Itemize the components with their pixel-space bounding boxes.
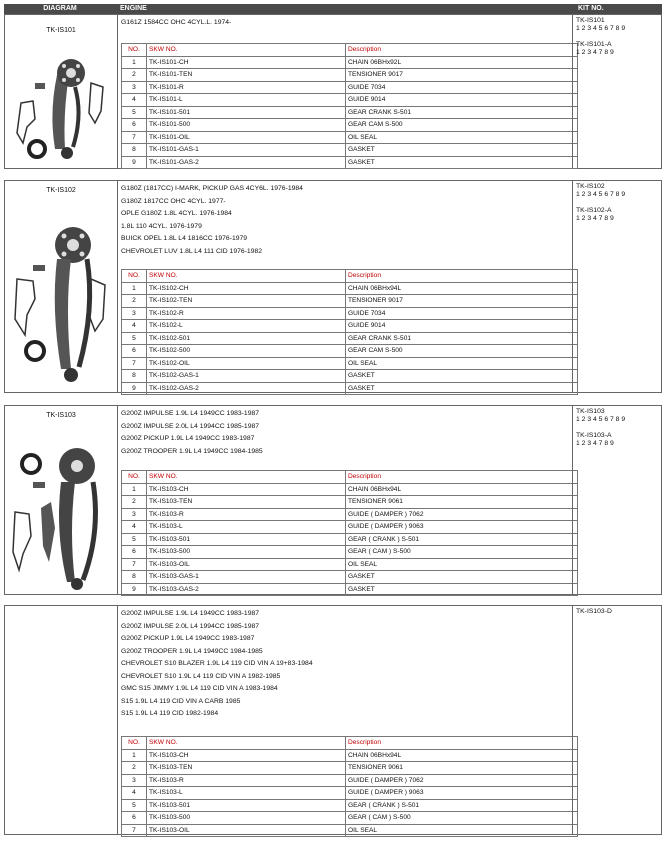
header-diagram: DIAGRAM <box>43 5 77 12</box>
cell-no: 9 <box>122 583 147 596</box>
cell-desc: GEAR CRANK S-501 <box>346 332 578 345</box>
cell-skw: TK-IS101-501 <box>147 106 346 119</box>
engine-list <box>121 183 303 258</box>
kit-number: TK-IS101 <box>576 17 605 24</box>
kit-list <box>576 408 625 448</box>
cell-desc: GUIDE ( DAMPER ) 7062 <box>346 774 578 787</box>
cell-no: 5 <box>122 799 147 812</box>
col-no: NO. <box>122 471 147 484</box>
cell-desc: GUIDE ( DAMPER ) 7062 <box>346 508 578 521</box>
cell-no: 2 <box>122 69 147 82</box>
table-row <box>122 307 578 320</box>
cell-desc: GUIDE 9014 <box>346 320 578 333</box>
catalog-block-tk-is103 <box>4 405 662 595</box>
cell-desc: OIL SEAL <box>346 824 578 837</box>
table-row <box>122 546 578 559</box>
kit-cell <box>572 181 661 392</box>
cell-desc: GEAR ( CRANK ) S-501 <box>346 533 578 546</box>
engine-line: G200Z IMPULSE 2.0L L4 1994CC 1985-1987 <box>121 422 260 430</box>
cell-skw: TK-IS103-OIL <box>147 558 346 571</box>
col-no: NO. <box>122 737 147 750</box>
cell-desc: TENSIONER 9017 <box>346 295 578 308</box>
timing-kit-diagram <box>11 442 111 592</box>
cell-desc: GEAR ( CAM ) S-500 <box>346 546 578 559</box>
catalog-block-tk-is101 <box>4 14 662 169</box>
cell-skw: TK-IS102-GAS-1 <box>147 370 346 383</box>
cell-skw: TK-IS103-CH <box>147 483 346 496</box>
table-row <box>122 131 578 144</box>
cell-skw: TK-IS103-501 <box>147 799 346 812</box>
engine-line: 1.8L 110 4CYL. 1976-1979 <box>121 222 202 230</box>
col-skw: SKW NO. <box>147 737 346 750</box>
table-row <box>122 382 578 395</box>
table-row <box>122 787 578 800</box>
engine-line: G200Z IMPULSE 1.9L L4 1949CC 1983-1987 <box>121 610 260 617</box>
diagram-cell <box>5 406 118 594</box>
cell-desc: TENSIONER 9061 <box>346 762 578 775</box>
engine-line: G200Z TROOPER 1.9L L4 1949CC 1984-1985 <box>121 447 263 455</box>
cell-skw: TK-IS103-OIL <box>147 824 346 837</box>
kit-items: 1 2 3 4 7 8 9 <box>576 49 614 56</box>
table-row <box>122 812 578 825</box>
kit-number: TK-IS102-A <box>576 207 612 214</box>
col-skw: SKW NO. <box>147 44 346 57</box>
catalog-block-tk-is102 <box>4 180 662 393</box>
col-skw: SKW NO. <box>147 270 346 283</box>
cell-skw: TK-IS103-500 <box>147 546 346 559</box>
table-header-row <box>122 44 578 57</box>
cell-skw: TK-IS102-GAS-2 <box>147 382 346 395</box>
diagram-label: TK-IS102 <box>46 187 76 194</box>
cell-no: 9 <box>122 156 147 169</box>
cell-desc: GEAR CAM S-500 <box>346 119 578 132</box>
engine-line: OPLE G180Z 1.8L 4CYL. 1976-1984 <box>121 210 232 217</box>
engine-line: G200Z TROOPER 1.9L L4 1949CC 1984-1985 <box>121 647 263 655</box>
parts-table <box>121 43 578 169</box>
table-row <box>122 483 578 496</box>
table-row <box>122 81 578 94</box>
engine-line: G200Z IMPULSE 1.9L L4 1949CC 1983-1987 <box>121 410 260 417</box>
cell-no: 3 <box>122 508 147 521</box>
cell-no: 1 <box>122 749 147 762</box>
engine-line: S15 1.9L L4 119 CID VIN A CARB 1985 <box>121 697 241 705</box>
table-row <box>122 762 578 775</box>
table-row <box>122 824 578 837</box>
catalog-block-tk-is103-d <box>4 605 662 835</box>
cell-skw: TK-IS101-OIL <box>147 131 346 144</box>
table-header-row <box>122 270 578 283</box>
kit-number: TK-IS103-D <box>576 608 612 615</box>
cell-skw: TK-IS101-GAS-2 <box>147 156 346 169</box>
kit-gap <box>576 199 625 207</box>
kit-number: TK-IS102 <box>576 183 605 190</box>
cell-no: 4 <box>122 787 147 800</box>
cell-no: 8 <box>122 571 147 584</box>
table-row <box>122 119 578 132</box>
cell-no: 2 <box>122 496 147 509</box>
table-row <box>122 533 578 546</box>
cell-desc: GEAR CAM S-500 <box>346 345 578 358</box>
diagram-cell <box>5 15 118 168</box>
cell-no: 6 <box>122 546 147 559</box>
cell-skw: TK-IS103-L <box>147 787 346 800</box>
parts-table <box>121 470 578 596</box>
table-row <box>122 583 578 596</box>
col-desc: Description <box>346 737 578 750</box>
kit-items: 1 2 3 4 5 6 7 8 9 <box>576 416 626 423</box>
cell-no: 2 <box>122 762 147 775</box>
col-desc: Description <box>346 471 578 484</box>
cell-skw: TK-IS103-501 <box>147 533 346 546</box>
table-row <box>122 799 578 812</box>
cell-desc: CHAIN 06BHx94L <box>346 749 578 762</box>
cell-skw: TK-IS102-OIL <box>147 357 346 370</box>
kit-gap <box>576 33 625 41</box>
cell-skw: TK-IS102-L <box>147 320 346 333</box>
cell-skw: TK-IS103-R <box>147 508 346 521</box>
cell-skw: TK-IS101-500 <box>147 119 346 132</box>
kit-items: 1 2 3 4 7 8 9 <box>576 215 614 222</box>
cell-skw: TK-IS102-TEN <box>147 295 346 308</box>
engine-list <box>121 17 231 30</box>
cell-desc: GASKET <box>346 144 578 157</box>
kit-number: TK-IS101-A <box>576 41 612 48</box>
diagram-cell <box>5 606 118 834</box>
header-engine: ENGINE <box>120 5 147 12</box>
cell-desc: CHAIN 06BHx92L <box>346 56 578 69</box>
cell-desc: GUIDE ( DAMPER ) 9063 <box>346 787 578 800</box>
kit-number: TK-IS103-A <box>576 432 612 439</box>
table-row <box>122 144 578 157</box>
cell-skw: TK-IS101-L <box>147 94 346 107</box>
table-row <box>122 282 578 295</box>
cell-no: 4 <box>122 521 147 534</box>
kit-cell <box>572 15 661 168</box>
kit-number: TK-IS103 <box>576 408 605 415</box>
table-header-row <box>122 471 578 484</box>
cell-desc: GUIDE ( DAMPER ) 9063 <box>346 521 578 534</box>
kit-cell <box>572 406 661 594</box>
cell-skw: TK-IS102-500 <box>147 345 346 358</box>
col-desc: Description <box>346 44 578 57</box>
engine-line: S15 1.9L L4 119 CID 1982-1984 <box>121 710 219 717</box>
engine-list <box>121 608 313 721</box>
engine-line: G200Z PICKUP 1.9L L4 1949CC 1983-1987 <box>121 635 255 642</box>
cell-no: 6 <box>122 812 147 825</box>
cell-no: 3 <box>122 307 147 320</box>
cell-no: 2 <box>122 295 147 308</box>
cell-no: 5 <box>122 106 147 119</box>
kit-items: 1 2 3 4 5 6 7 8 9 <box>576 191 626 198</box>
header-kit-no: KIT NO. <box>578 5 604 12</box>
col-desc: Description <box>346 270 578 283</box>
table-header-bar <box>4 4 662 14</box>
cell-desc: TENSIONER 9061 <box>346 496 578 509</box>
table-row <box>122 774 578 787</box>
cell-desc: GEAR ( CAM ) S-500 <box>346 812 578 825</box>
engine-line: CHEVROLET S10 1.9L L4 119 CID VIN A 1982-1985 <box>121 672 281 680</box>
cell-no: 7 <box>122 824 147 837</box>
table-row <box>122 558 578 571</box>
cell-no: 8 <box>122 144 147 157</box>
cell-skw: TK-IS103-R <box>147 774 346 787</box>
cell-skw: TK-IS103-GAS-2 <box>147 583 346 596</box>
engine-line: G180Z (1817CC) I-MARK, PICKUP GAS 4CY6L. 1976-1984 <box>121 185 303 192</box>
col-no: NO. <box>122 44 147 57</box>
table-row <box>122 345 578 358</box>
table-row <box>122 56 578 69</box>
cell-no: 3 <box>122 81 147 94</box>
table-row <box>122 357 578 370</box>
cell-desc: GASKET <box>346 382 578 395</box>
engine-line: G200Z IMPULSE 2.0L L4 1994CC 1985-1987 <box>121 622 260 630</box>
table-row <box>122 106 578 119</box>
cell-skw: TK-IS103-CH <box>147 749 346 762</box>
cell-desc: GASKET <box>346 571 578 584</box>
table-row <box>122 156 578 169</box>
table-header-row <box>122 737 578 750</box>
table-row <box>122 94 578 107</box>
diagram-label: TK-IS103 <box>46 412 76 419</box>
cell-skw: TK-IS101-TEN <box>147 69 346 82</box>
cell-no: 6 <box>122 345 147 358</box>
cell-no: 1 <box>122 483 147 496</box>
table-row <box>122 370 578 383</box>
cell-skw: TK-IS103-L <box>147 521 346 534</box>
cell-desc: CHAIN 06BHx94L <box>346 282 578 295</box>
cell-desc: GEAR CRANK S-501 <box>346 106 578 119</box>
cell-skw: TK-IS101-GAS-1 <box>147 144 346 157</box>
kit-list <box>576 608 612 616</box>
engine-line: G161Z 1584CC OHC 4CYL.L. 1974- <box>121 19 232 26</box>
cell-desc: GUIDE 7034 <box>346 307 578 320</box>
cell-desc: GASKET <box>346 156 578 169</box>
cell-desc: GUIDE 7034 <box>346 81 578 94</box>
cell-desc: GASKET <box>346 583 578 596</box>
cell-desc: TENSIONER 9017 <box>346 69 578 82</box>
table-row <box>122 320 578 333</box>
cell-desc: CHAIN 06BHx94L <box>346 483 578 496</box>
table-row <box>122 295 578 308</box>
diagram-cell <box>5 181 118 392</box>
engine-line: G180Z 1817CC OHC 4CYL. 1977- <box>121 197 226 205</box>
timing-kit-diagram <box>11 53 111 165</box>
cell-desc: GASKET <box>346 370 578 383</box>
timing-kit-diagram <box>11 219 111 389</box>
cell-desc: OIL SEAL <box>346 131 578 144</box>
table-row <box>122 496 578 509</box>
cell-no: 1 <box>122 282 147 295</box>
cell-skw: TK-IS103-TEN <box>147 496 346 509</box>
cell-desc: GEAR ( CRANK ) S-501 <box>346 799 578 812</box>
cell-skw: TK-IS103-TEN <box>147 762 346 775</box>
table-row <box>122 749 578 762</box>
cell-no: 4 <box>122 320 147 333</box>
engine-line: CHEVROLET S10 BLAZER 1.9L L4 119 CID VIN A 19+83-1984 <box>121 660 313 667</box>
cell-no: 7 <box>122 357 147 370</box>
cell-desc: OIL SEAL <box>346 558 578 571</box>
cell-desc: GUIDE 9014 <box>346 94 578 107</box>
cell-no: 1 <box>122 56 147 69</box>
kit-items: 1 2 3 4 7 8 9 <box>576 440 614 447</box>
table-row <box>122 571 578 584</box>
diagram-label: TK-IS101 <box>46 27 76 34</box>
kit-gap <box>576 424 625 432</box>
cell-no: 8 <box>122 370 147 383</box>
engine-line: G200Z PICKUP 1.9L L4 1949CC 1983-1987 <box>121 435 255 442</box>
cell-skw: TK-IS101-R <box>147 81 346 94</box>
parts-table <box>121 269 578 395</box>
table-row <box>122 521 578 534</box>
engine-list <box>121 408 263 458</box>
table-row <box>122 69 578 82</box>
kit-items: 1 2 3 4 5 6 7 8 9 <box>576 25 626 32</box>
cell-no: 7 <box>122 558 147 571</box>
table-row <box>122 332 578 345</box>
col-no: NO. <box>122 270 147 283</box>
cell-no: 7 <box>122 131 147 144</box>
cell-skw: TK-IS102-CH <box>147 282 346 295</box>
kit-list <box>576 17 625 57</box>
cell-no: 5 <box>122 332 147 345</box>
parts-table <box>121 736 578 837</box>
cell-skw: TK-IS102-R <box>147 307 346 320</box>
cell-skw: TK-IS102-501 <box>147 332 346 345</box>
cell-no: 6 <box>122 119 147 132</box>
cell-skw: TK-IS103-500 <box>147 812 346 825</box>
cell-skw: TK-IS101-CH <box>147 56 346 69</box>
engine-line: BUICK OPEL 1.8L L4 1816CC 1976-1979 <box>121 235 248 242</box>
cell-no: 4 <box>122 94 147 107</box>
engine-line: GMC S15 JIMMY 1.9L L4 119 CID VIN A 1983-1984 <box>121 685 278 692</box>
kit-cell <box>572 606 661 834</box>
kit-list <box>576 183 625 223</box>
cell-no: 3 <box>122 774 147 787</box>
engine-line: CHEVROLET LUV 1.8L L4 111 CID 1976-1982 <box>121 247 263 255</box>
cell-no: 5 <box>122 533 147 546</box>
cell-skw: TK-IS103-GAS-1 <box>147 571 346 584</box>
cell-desc: OIL SEAL <box>346 357 578 370</box>
cell-no: 9 <box>122 382 147 395</box>
table-row <box>122 508 578 521</box>
col-skw: SKW NO. <box>147 471 346 484</box>
